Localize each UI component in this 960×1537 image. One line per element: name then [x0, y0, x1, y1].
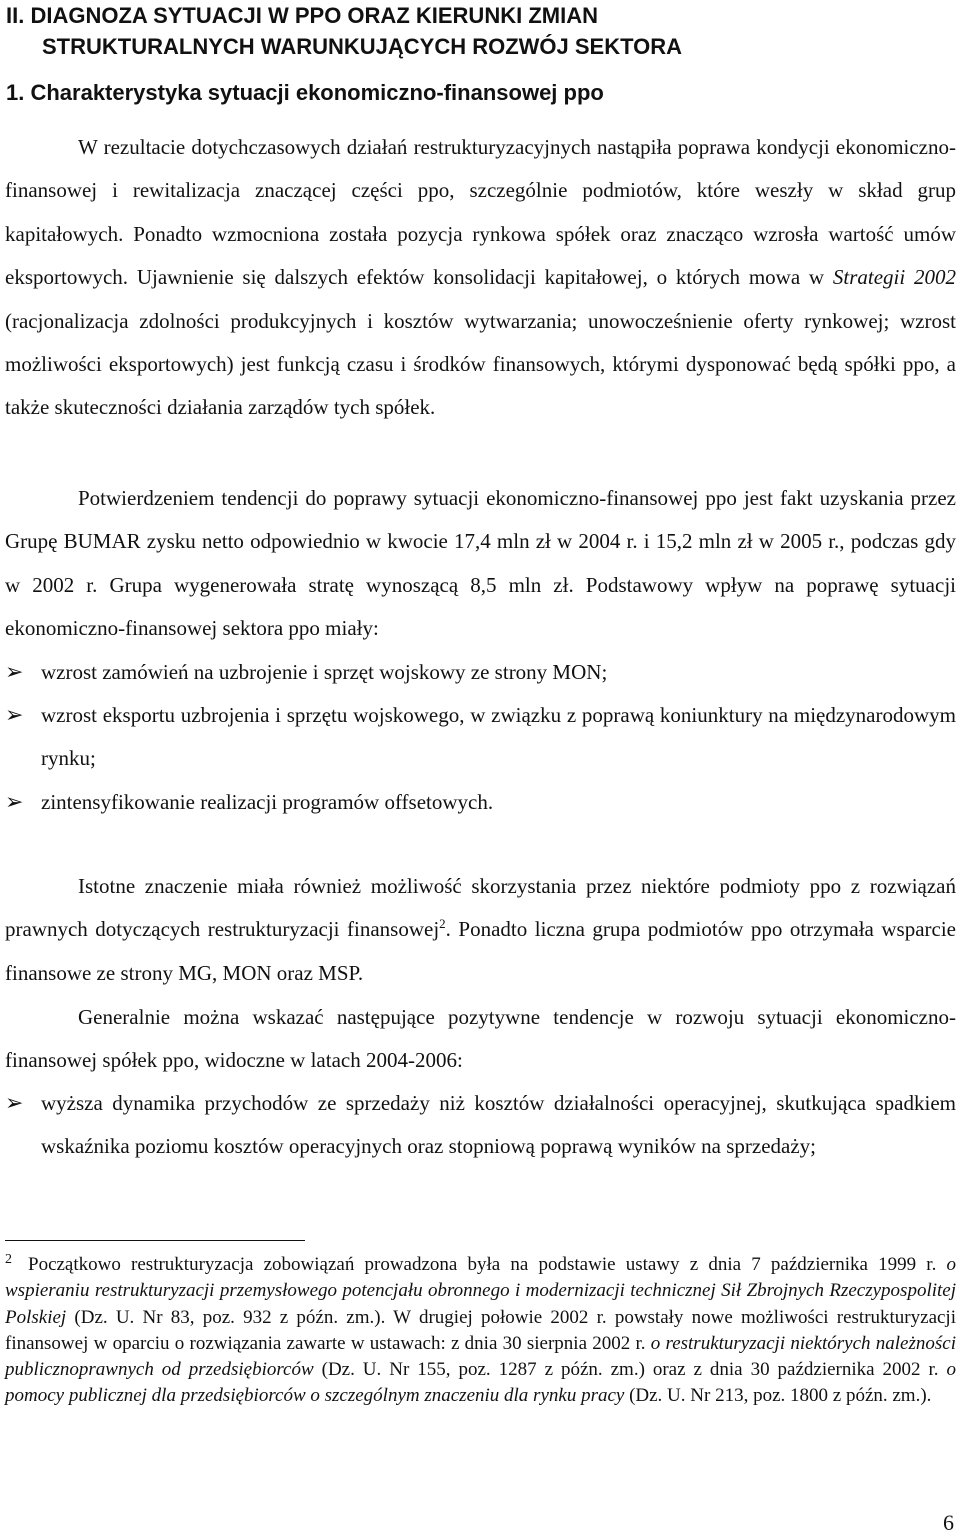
bullet-list-1 [5, 651, 956, 825]
footnote-act-title: o wspieraniu restrukturyzacji przemysłowego potencjału obronnego i modernizacji technicznej Sił Zbrojnych Rzeczypospolitej Polskiej [5, 1254, 956, 1328]
list-item-text: wzrost zamówień na uzbrojenie i sprzęt wojskowy ze strony MON; [41, 659, 608, 684]
list-item [5, 781, 956, 824]
footnote-reference[interactable]: 2 [439, 916, 446, 932]
chapter-title-line-2: STRUKTURALNYCH WARUNKUJĄCYCH ROZWÓJ SEKTORA [42, 34, 683, 59]
footnote-text: Początkowo restrukturyzacja zobowiązań prowadzona była na podstawie ustawy z dnia 7 października 1999 r. [28, 1254, 947, 1275]
paragraph-3-text-b: . Ponadto liczna grupa podmiotów ppo otrzymała wsparcie finansowe ze strony MG, MON oraz MSP. [5, 917, 956, 985]
footnote-text: (Dz. U. Nr 213, poz. 1800 z późn. zm.). [624, 1385, 932, 1407]
paragraph-3 [5, 865, 956, 995]
body-block-2 [5, 477, 956, 824]
paragraph-1 [5, 126, 956, 430]
paragraph-3-text-a: Istotne znaczenie miała również możliwość skorzystania przez niektóre podmioty ppo z rozwiązań prawnych dotyczących restrukturyzacji finansowej [5, 874, 956, 942]
arrow-bullet-icon: ➢ [5, 703, 24, 729]
arrow-bullet-icon: ➢ [5, 789, 24, 815]
list-item-text: wyższa dynamika przychodów ze sprzedaży niż kosztów działalności operacyjnej, skutkująca spadkiem wskaźnika poziomu kosztów operacyjnych oraz stopniową poprawą wyników na sprzedaży; [41, 1091, 956, 1159]
paragraph-2: Potwierdzeniem tendencji do poprawy sytuacji ekonomiczno-finansowej ppo jest fakt uzyskania przez Grupę BUMAR zysku netto odpowiednio w kwocie 17,4 mln zł w 2004 r. i 15,2 mln zł w 2005 r., podczas gdy w 2002 r. Grupa wygenerowała stratę wynoszącą 8,5 mln zł. Podstawowy wpływ na poprawę sytuacji ekonomiczno-finansowej sektora ppo miały: [5, 486, 956, 641]
list-item [5, 694, 956, 781]
arrow-bullet-icon: ➢ [5, 659, 24, 685]
chapter-title [6, 0, 956, 62]
footnote [5, 1252, 956, 1410]
body-block-4 [5, 996, 956, 1083]
strategy-reference: Strategii 2002 [832, 265, 956, 290]
paragraph-1-text-b: (racjonalizacja zdolności produkcyjnych i kosztów wytwarzania; unowocześnienie oferty rynkowej; wzrost możliwości eksportowych) jest funkcją czasu i środków finansowych, którymi dysponować będą spółki ppo, a także skuteczności działania zarządów tych spółek. [5, 308, 956, 420]
paragraph-1-text-a: W rezultacie dotychczasowych działań restrukturyzacyjnych nastąpiła poprawa kondycji ekonomiczno-finansowej i rewitalizacja znaczącej części ppo, szczególnie podmiotów, które weszły w skład grup kapitałowych. Ponadto wzmocniona została pozycja rynkowa spółek oraz znacząco wzrosła wartość umów eksportowych. Ujawnienie się dalszych efektów konsolidacji kapitałowej, o których mowa w [5, 135, 956, 290]
footnote-act-title: o restrukturyzacji niektórych należności publicznoprawnych od przedsiębiorców [5, 1332, 956, 1381]
page-number: 6 [943, 1510, 954, 1535]
footnote-separator [5, 1240, 305, 1241]
bullet-list-2 [5, 1082, 956, 1169]
footnote-label: 2 [5, 1251, 12, 1267]
list-item [5, 651, 956, 694]
arrow-bullet-icon: ➢ [5, 1091, 24, 1116]
body-block-3 [5, 865, 956, 995]
section-heading: 1. Charakterystyka sytuacji ekonomiczno-finansowej ppo [6, 80, 604, 105]
footnote-act-title: o pomocy publicznej dla przedsiębiorców o szczególnym znaczeniu dla rynku pracy [5, 1359, 957, 1407]
body-block-5 [5, 1082, 956, 1169]
body-block-1 [5, 126, 956, 430]
list-item [5, 1082, 956, 1169]
chapter-title-line-1: II. DIAGNOZA SYTUACJI W PPO ORAZ KIERUNKI ZMIAN [6, 3, 598, 28]
list-item-text: zintensyfikowanie realizacji programów offsetowych. [41, 789, 494, 814]
footnote-text: (Dz. U. Nr 155, poz. 1287 z późn. zm.) oraz z dnia 30 października 2002 r. [313, 1359, 947, 1381]
footnote-text: (Dz. U. Nr 83, poz. 932 z późn. zm.). W drugiej połowie 2002 r. powstały nowe możliwości restrukturyzacji finansowej w oparciu o rozwiązania zawarte w ustawach: z dnia 30 sierpnia 2002 r. [5, 1306, 956, 1354]
paragraph-4: Generalnie można wskazać następujące pozytywne tendencje w rozwoju sytuacji ekonomiczno-finansowej spółek ppo, widoczne w latach 2004-2006: [5, 1005, 956, 1073]
list-item-text: wzrost eksportu uzbrojenia i sprzętu wojskowego, w związku z poprawą koniunktury na międzynarodowym rynku; [41, 703, 956, 771]
